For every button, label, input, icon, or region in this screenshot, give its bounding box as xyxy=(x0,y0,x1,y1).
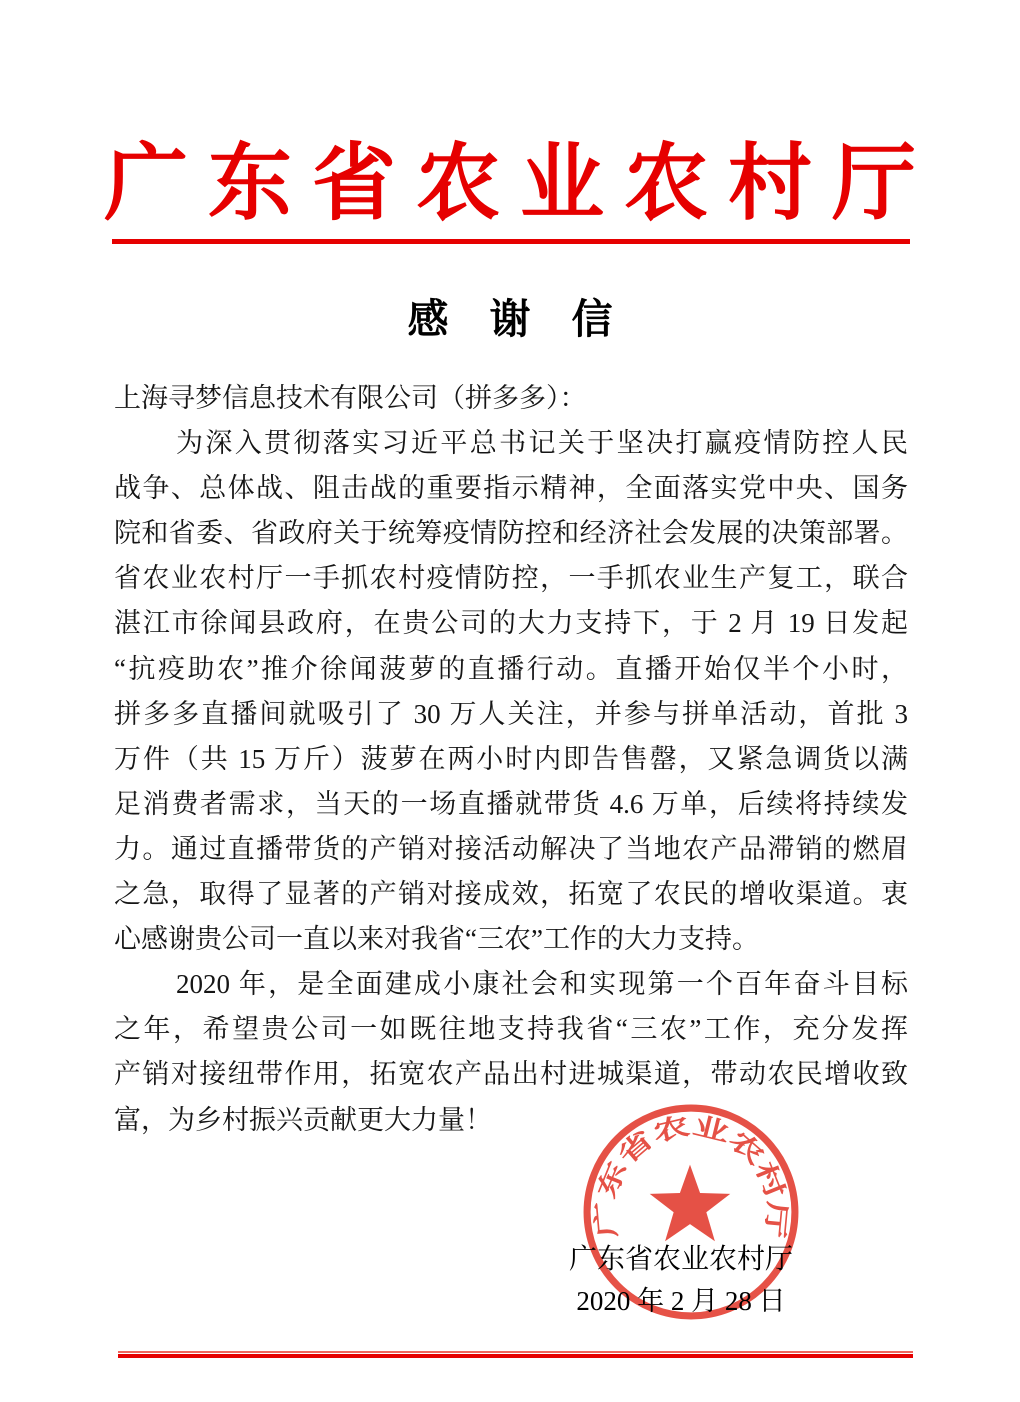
body-line: 足消费者需求，当天的一场直播就带货 4.6 万单，后续将持续发 xyxy=(114,788,908,819)
body-line: “抗疫助农”推介徐闻菠萝的直播行动。直播开始仅半个小时， xyxy=(114,653,908,684)
body-line: 省农业农村厅一手抓农村疫情防控，一手抓农业生产复工，联合 xyxy=(114,563,908,594)
recipient-line: 上海寻梦信息技术有限公司（拼多多）： xyxy=(114,383,587,413)
body-line: 之年，希望贵公司一如既往地支持我省“三农”工作，充分发挥 xyxy=(114,1014,908,1045)
footer-rule xyxy=(118,1351,913,1358)
letterhead-title: 广东省农业农村厅 xyxy=(103,138,936,231)
letter-title: 感 谢 信 xyxy=(407,296,613,342)
body-line: 拼多多直播间就吸引了 30 万人关注，并参与拼单活动，首批 3 xyxy=(114,698,908,729)
body-line: 院和省委、省政府关于统筹疫情防控和经济社会发展的决策部署。 xyxy=(114,518,908,549)
body-line: 产销对接纽带作用，拓宽农产品出村进城渠道，带动农民增收致 xyxy=(114,1059,908,1090)
signature-date: 2020 年 2 月 28 日 xyxy=(576,1286,786,1316)
seal-arc-text: 广东省农业农村厅 xyxy=(593,1112,790,1239)
body-line: 心感谢贵公司一直以来对我省“三农”工作的大力支持。 xyxy=(114,924,759,955)
letterhead-rule xyxy=(112,239,910,244)
body-line: 2020 年，是全面建成小康社会和实现第一个百年奋斗目标 xyxy=(176,969,908,1000)
body-line: 湛江市徐闻县政府，在贵公司的大力支持下，于 2 月 19 日发起 xyxy=(114,608,908,639)
body-line: 为深入贯彻落实习近平总书记关于坚决打赢疫情防控人民 xyxy=(176,428,908,459)
body-line: 富，为乡村振兴贡献更大力量！ xyxy=(114,1104,492,1135)
signature-name: 广东省农业农村厅 xyxy=(568,1244,793,1275)
letter-body xyxy=(114,376,908,1143)
body-line: 万件（共 15 万斤）菠萝在两小时内即告售罄，又紧急调货以满 xyxy=(114,743,908,774)
body-line: 之急，取得了显著的产销对接成效，拓宽了农民的增收渠道。衷 xyxy=(114,879,908,910)
body-line: 力。通过直播带货的产销对接活动解决了当地农产品滞销的燃眉 xyxy=(114,833,908,864)
body-line: 战争、总体战、阻击战的重要指示精神，全面落实党中央、国务 xyxy=(114,473,908,504)
